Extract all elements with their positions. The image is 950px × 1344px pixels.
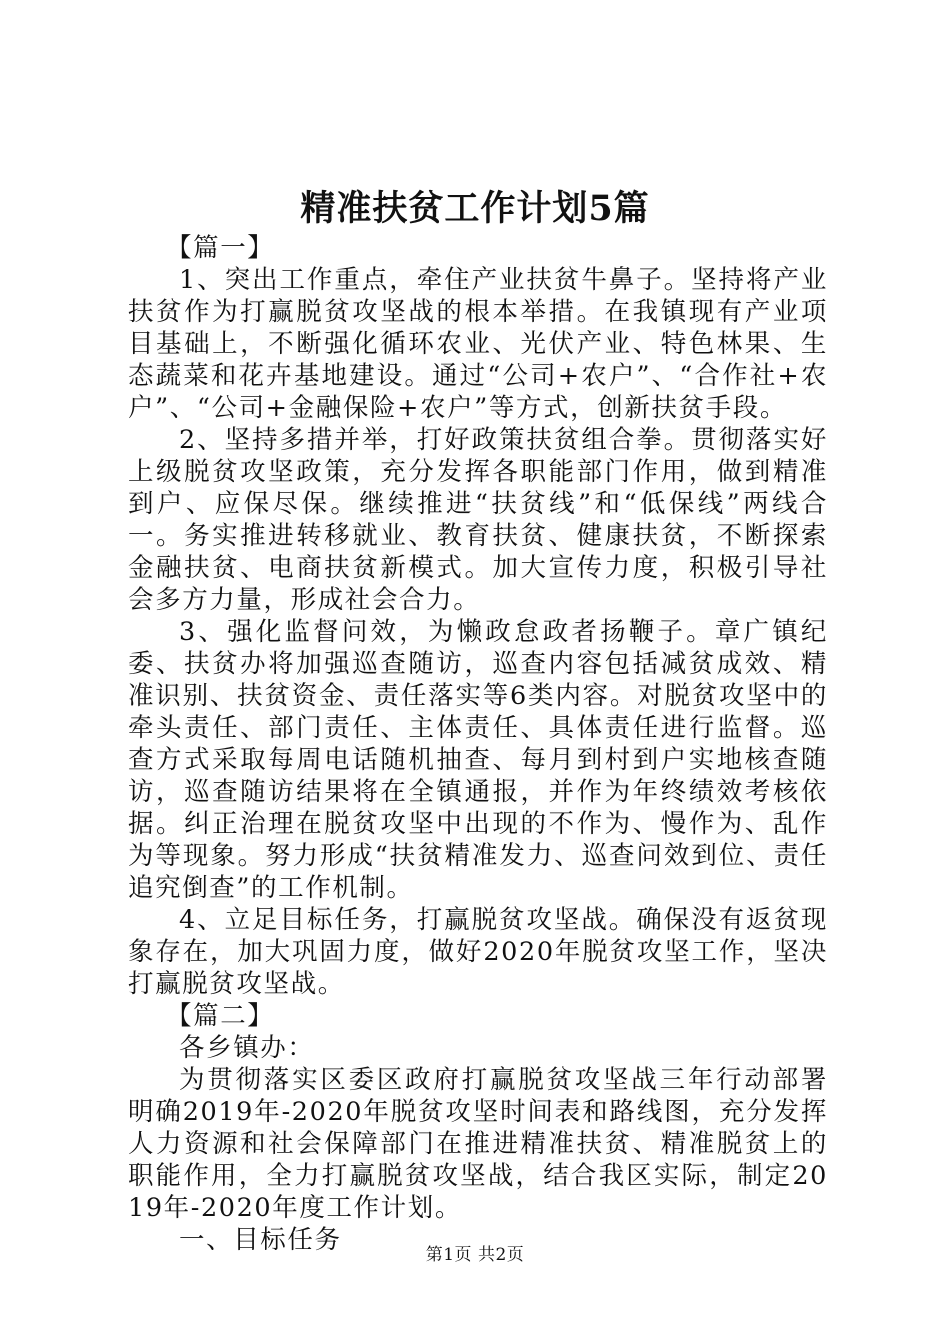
document-title: 精准扶贫工作计划5篇 [300,188,650,229]
paragraph: 为贯彻落实区委区政府打赢脱贫攻坚战三年行动部署明确2019年-2020年脱贫攻坚时间表和路线图，充分发挥人力资源和社会保障部门在推进精准扶贫、精准脱贫上的职能作用，全力打赢脱贫攻坚战，结合我区实际，制定2019年-2020年度工作计划。 [128,1065,828,1223]
paragraph: 一、目标任务 [179,1225,342,1255]
document-body [128,232,828,1256]
section-heading-2: 【篇二】 [166,1001,275,1031]
paragraph: 1、突出工作重点，牵住产业扶贫牛鼻子。坚持将产业扶贫作为打赢脱贫攻坚战的根本举措。在我镇现有产业项目基础上，不断强化循环农业、光伏产业、特色林果、生态蔬菜和花卉基地建设。通过“公司+农户”、“合作社+农户”、“公司+金融保险+农户”等方式，创新扶贫手段。 [128,265,828,423]
paragraph: 4、立足目标任务，打赢脱贫攻坚战。确保没有返贫现象存在，加大巩固力度，做好2020年脱贫攻坚工作，坚决打赢脱贫攻坚战。 [128,905,828,999]
paragraph: 2、坚持多措并举，打好政策扶贫组合拳。贯彻落实好上级脱贫攻坚政策，充分发挥各职能部门作用，做到精准到户、应保尽保。继续推进“扶贫线”和“低保线”两线合一。务实推进转移就业、教育扶贫、健康扶贫，不断探索金融扶贫、电商扶贫新模式。加大宣传力度，积极引导社会多方力量，形成社会合力。 [128,425,828,615]
page-footer: 第1页 共2页 [425,1245,525,1265]
paragraph: 3、强化监督问效，为懒政怠政者扬鞭子。章广镇纪委、扶贫办将加强巡查随访，巡查内容包括减贫成效、精准识别、扶贫资金、责任落实等6类内容。对脱贫攻坚中的牵头责任、部门责任、主体责任、具体责任进行监督。巡查方式采取每周电话随机抽查、每月到村到户实地核查随访，巡查随访结果将在全镇通报，并作为年终绩效考核依据。纠正治理在脱贫攻坚中出现的不作为、慢作为、乱作为等现象。努力形成“扶贫精准发力、巡查问效到位、责任追究倒查”的工作机制。 [128,617,828,903]
section-heading-1: 【篇一】 [166,233,275,263]
paragraph: 各乡镇办： [179,1033,315,1063]
